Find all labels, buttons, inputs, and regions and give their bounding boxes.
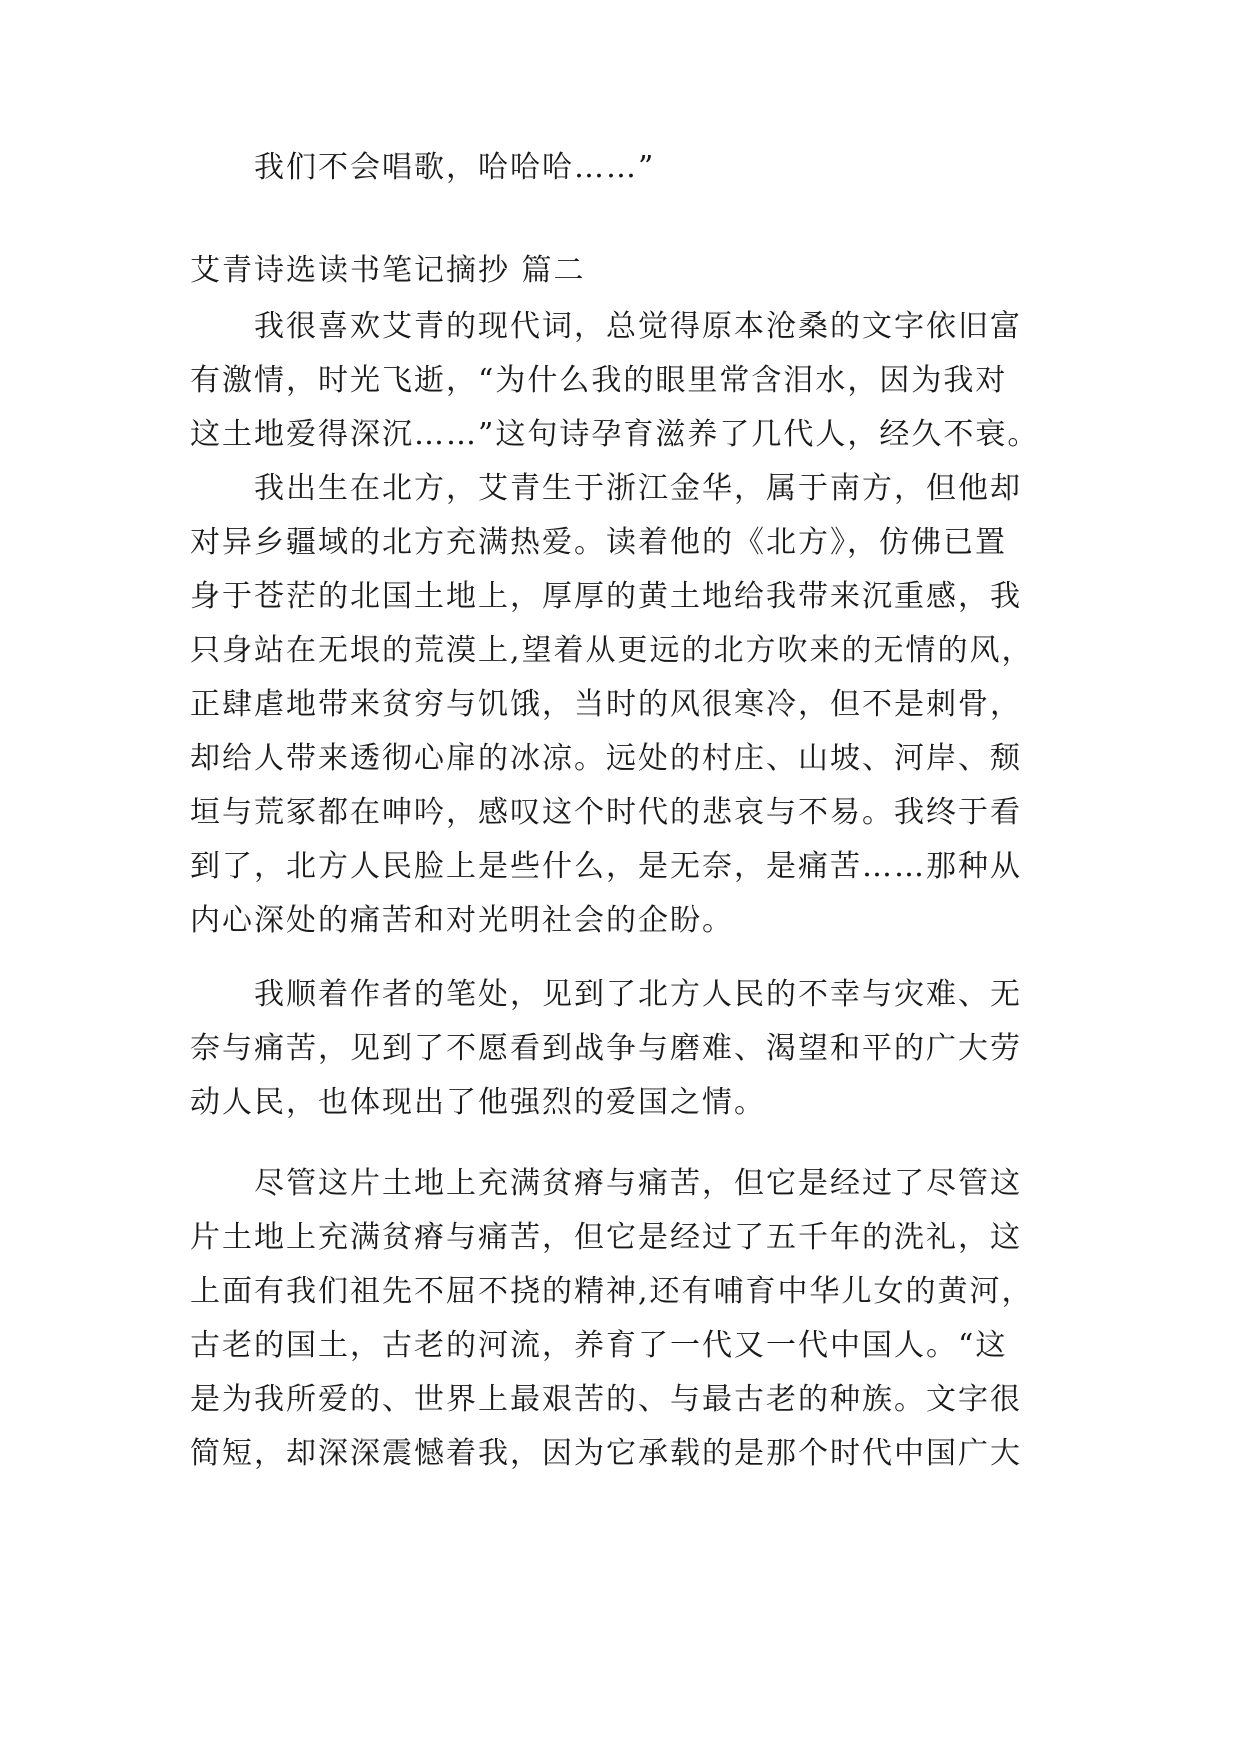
paragraph-line: 身于苍茫的北国土地上，厚厚的黄土地给我带来沉重感，我 <box>190 579 1022 614</box>
paragraph-line: 内心深处的痛苦和对光明社会的企盼。 <box>190 903 734 938</box>
paragraph-line: 到了，北方人民脸上是些什么，是无奈，是痛苦……那种从 <box>190 849 1022 884</box>
intro-line: 我们不会唱歌，哈哈哈……” <box>254 150 656 185</box>
paragraph-line: 垣与荒冢都在呻吟，感叹这个时代的悲哀与不易。我终于看 <box>190 795 1022 830</box>
paragraph-line: 是为我所爱的、世界上最艰苦的、与最古老的种族。文字很 <box>190 1382 1022 1417</box>
section-heading: 艾青诗选读书笔记摘抄 篇二 <box>190 253 586 288</box>
paragraph-line: 只身站在无垠的荒漠上,望着从更远的北方吹来的无情的风， <box>190 633 1034 668</box>
paragraph-line: 我很喜欢艾青的现代词，总觉得原本沧桑的文字依旧富 <box>254 309 1022 344</box>
paragraph-line: 我顺着作者的笔处，见到了北方人民的不幸与灾难、无 <box>254 977 1022 1012</box>
paragraph-line: 奈与痛苦，见到了不愿看到战争与磨难、渴望和平的广大劳 <box>190 1031 1022 1066</box>
paragraph-line: 这土地爱得深沉……”这句诗孕育滋养了几代人，经久不衰。 <box>190 417 1040 452</box>
paragraph-line: 我出生在北方，艾青生于浙江金华，属于南方，但他却 <box>254 471 1022 506</box>
paragraph-line: 片土地上充满贫瘠与痛苦，但它是经过了五千年的洗礼，这 <box>190 1220 1022 1255</box>
paragraph-line: 对异乡疆域的北方充满热爱。读着他的《北方》，仿佛已置 <box>190 525 1007 560</box>
paragraph-line: 尽管这片土地上充满贫瘠与痛苦，但它是经过了尽管这 <box>254 1166 1022 1201</box>
paragraph-line: 动人民，也体现出了他强烈的爱国之情。 <box>190 1085 766 1120</box>
paragraph-line: 却给人带来透彻心扉的冰凉。远处的村庄、山坡、河岸、颓 <box>190 741 1022 776</box>
paragraph-line: 上面有我们祖先不屈不挠的精神,还有哺育中华儿女的黄河， <box>190 1274 1034 1309</box>
paragraph-line: 简短，却深深震憾着我，因为它承载的是那个时代中国广大 <box>190 1436 1022 1471</box>
paragraph-line: 古老的国土，古老的河流，养育了一代又一代中国人。“这 <box>190 1328 1008 1363</box>
paragraph-line: 正肆虐地带来贫穷与饥饿，当时的风很寒冷，但不是刺骨， <box>190 687 1022 722</box>
paragraph-line: 有激情，时光飞逝，“为什么我的眼里常含泪水，因为我对 <box>190 363 1008 398</box>
